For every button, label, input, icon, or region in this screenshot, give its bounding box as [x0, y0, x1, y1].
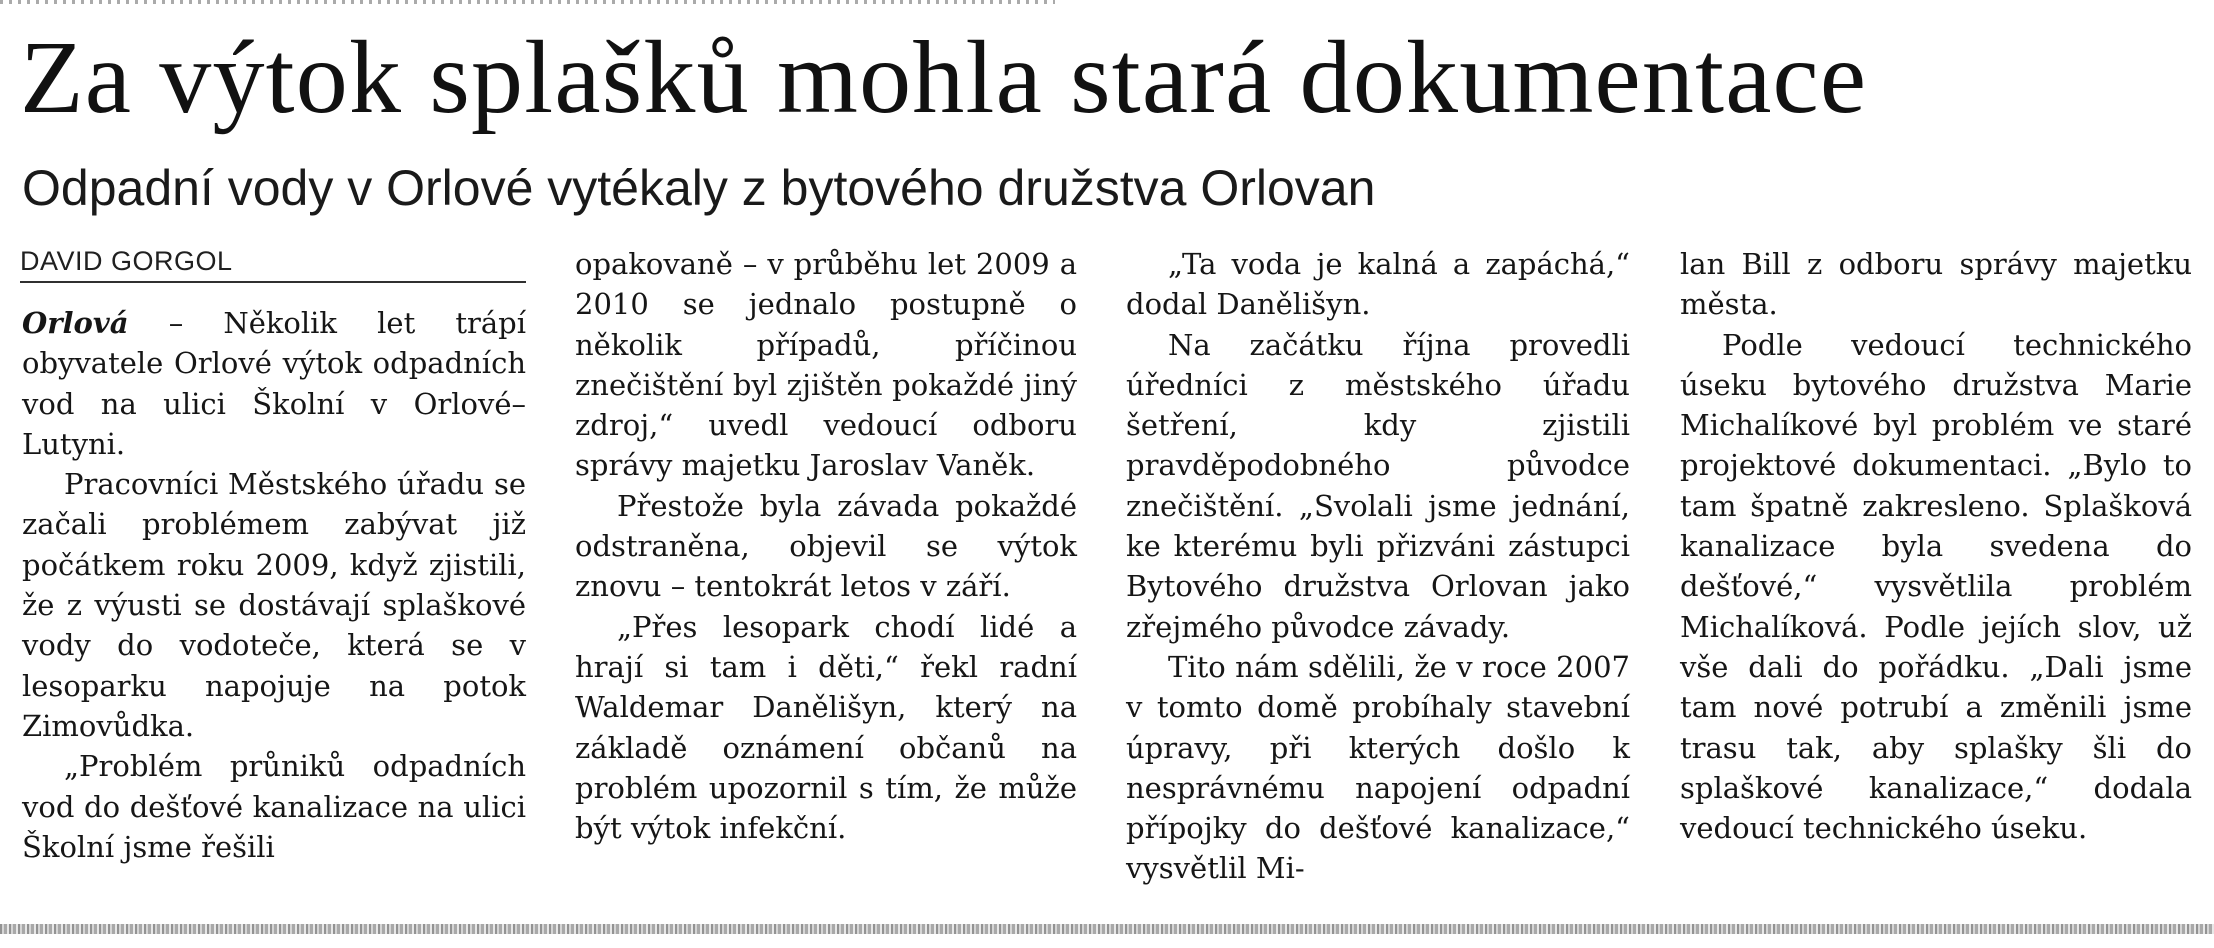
paragraph: „Přes lesopark chodí lidé a hrají si tam i děti,“ řekl radní Waldemar Danělišyn, který na základě oznámení občanů na problém upozornil s tím, že může být výtok infekční.	[575, 609, 1077, 846]
column-4	[1680, 244, 2192, 848]
paragraph: Pracovníci Městského úřadu se začali problémem zabývat již počátkem roku 2009, když zjistili, že z výusti se dostávají splaškové vody do vodoteče, která se v lesoparku napojuje na potok Zimovůdka.	[22, 467, 526, 743]
paragraph: „Ta voda je kalná a zapáchá,“ dodal Danělišyn.	[1126, 247, 1630, 322]
paragraph: Přestože byla závada pokaždé odstraněna, objevil se výtok znovu – tentokrát letos v září.	[575, 488, 1077, 604]
column-3	[1126, 244, 1630, 889]
headline: Za výtok splašků mohla stará dokumentace	[20, 20, 1868, 135]
subheadline: Odpadní vody v Orlové vytékaly z bytového družstva Orlovan	[22, 160, 1376, 216]
column-2	[575, 244, 1077, 848]
column-1	[22, 303, 526, 867]
paragraph	[22, 303, 526, 464]
paragraph: „Problém průniků odpadních vod do dešťové kanalizace na ulici Školní jsme řešili	[22, 749, 526, 864]
paragraph: Tito nám sdělili, že v roce 2007 v tomto domě probíhaly stavební úpravy, při kterých došlo k nesprávnému napojení odpadní přípojky do dešťové kanalizace,“ vysvětlil Mi-	[1126, 649, 1630, 886]
paragraph: opakovaně – v průběhu let 2009 a 2010 se jednalo postupně o několik případů, příčinou znečištění byl zjištěn pokaždé jiný zdroj,“ uvedl vedoucí odboru správy majetku Jaroslav Vaněk.	[575, 247, 1077, 483]
paragraph-text: – Několik let trápí obyvatele Orlové výtok odpadních vod na ulici Školní v Orlové–Lutyni.	[22, 306, 527, 461]
byline-block	[20, 244, 526, 283]
paragraph: Na začátku října provedli úředníci z městského úřadu šetření, kdy zjistili pravděpodobného původce znečištění. „Svolali jsme jednání, ke kterému byli přizváni zástupci Bytového družstva Orlovan jako zřejmého původce závady.	[1126, 327, 1630, 644]
paragraph: Podle vedoucí technického úseku bytového družstva Marie Michalíkové byl problém ve staré projektové dokumentaci. „Bylo to tam špatně zakresleno. Splašková kanalizace byla svedena do dešťové,“ vysvětlila problém Michalíková. Podle jejích slov, už vše dali do pořádku. „Dali jsme tam nové potrubí a změnili jsme trasu tak, aby splašky šli do splaškové kanalizace,“ dodala vedoucí technického úseku.	[1680, 327, 2192, 846]
byline: DAVID GORGOL	[20, 246, 233, 276]
paragraph: lan Bill z odboru správy majetku města.	[1680, 247, 2192, 322]
dateline: Orlová	[22, 306, 129, 340]
